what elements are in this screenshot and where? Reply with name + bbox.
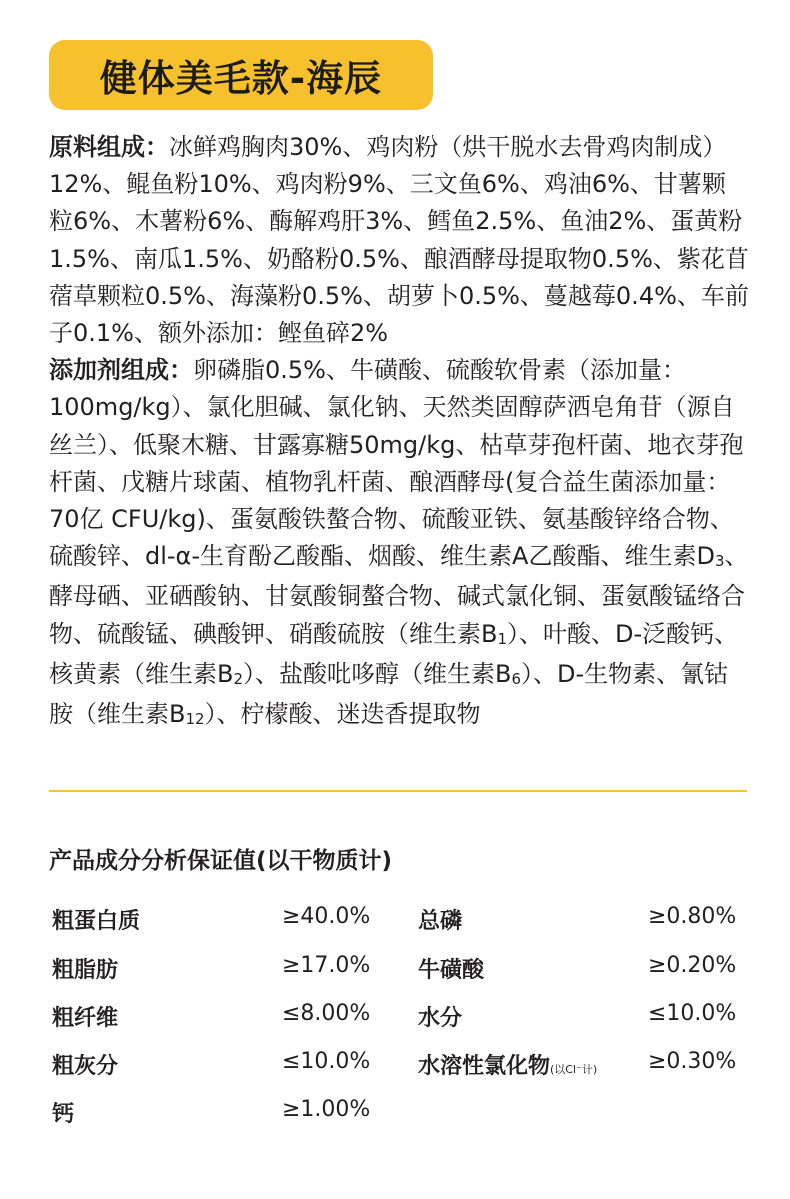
nutrient-value: ≥0.80% — [648, 904, 737, 929]
nutrient-name: 粗纤维 — [52, 1006, 119, 1031]
additives — [49, 352, 749, 736]
sub-b1: 1 — [497, 629, 508, 648]
section-divider — [49, 790, 747, 792]
sub-b6: 6 — [511, 669, 522, 688]
nutrient-name: 钙 — [52, 1102, 75, 1127]
nutrient-value: ≥0.30% — [648, 1049, 737, 1074]
nutrient-name: 粗灰分 — [52, 1054, 119, 1079]
raw-materials-text: 冰鲜鸡胸肉30%、鸡肉粉（烘干脱水去骨鸡肉制成）12%、鲲鱼粉10%、鸡肉粉9%、三文鱼6%、鸡油6%、甘薯颗粒6%、木薯粉6%、酶解鸡肝3%、鳕鱼2.5%、鱼油2%、蛋黄粉1.5%、南瓜1.5%、奶酪粉0.5%、酿酒酵母提取物0.5%、紫花苜蓿草颗粒0.5%、海藻粉0.5%、胡萝卜0.5%、蔓越莓0.4%、车前子0.1%、额外添加：鲣鱼碎2% — [49, 133, 749, 348]
nutrient-value: ≥1.00% — [282, 1097, 371, 1122]
ingredient-list — [49, 129, 749, 736]
nutrient-name: 牛磺酸 — [418, 958, 485, 983]
sub-b2: 2 — [233, 669, 244, 688]
product-title: 健体美毛款-海辰 — [99, 57, 383, 100]
additives-text-c: ）、叶酸、D-泛酸钙、核黄素（维生素B — [49, 619, 739, 688]
nutrient-name: 粗蛋白质 — [52, 909, 141, 934]
title-badge — [49, 40, 433, 110]
raw-materials — [49, 129, 749, 352]
nutrient-value: ≤8.00% — [282, 1001, 371, 1026]
nutrient-name: 水分 — [418, 1006, 463, 1031]
nutrient-value: ≥40.0% — [282, 904, 371, 929]
nutrient-name: 总磷 — [418, 909, 463, 934]
nutrient-name: 水溶性氯化物 — [418, 1054, 551, 1079]
additives-text-b: 、酵母硒、亚硒酸钠、甘氨酸铜螯合物、碱式氯化铜、蛋氨酸锰络合物、硫酸锰、碘酸钾、硝酸硫胺（维生素B — [49, 542, 749, 648]
nutrient-value: ≥17.0% — [282, 953, 371, 978]
nutrient-name: 粗脂肪 — [52, 958, 119, 983]
nutrient-value: ≤10.0% — [282, 1049, 371, 1074]
nutrient-value: ≥0.20% — [648, 953, 737, 978]
additives-text-a: 卵磷脂0.5%、牛磺酸、硫酸软骨素（添加量：100mg/kg）、氯化胆碱、氯化钠、天然类固醇萨洒皂角苷（源自丝兰）、低聚木糖、甘露寡糖50mg/kg、枯草芽孢杆菌、地衣芽孢杆菌、戊糖片球菌、植物乳杆菌、酿酒酵母(复合益生菌添加量：70亿 CFU/kg)、蛋氨酸铁螯合物、硫酸亚铁、氨基酸锌络合物、硫酸锌、dl-α-生育酚乙酸酯、烟酸、维生素A乙酸酯、维生素D — [49, 356, 744, 571]
additives-text-e: ）、D-生物素、氰钴胺（维生素B — [49, 659, 729, 729]
additives-label: 添加剂组成： — [49, 356, 193, 385]
additives-text-f: ）、柠檬酸、迷迭香提取物 — [204, 700, 481, 729]
raw-materials-label: 原料组成： — [49, 133, 169, 161]
nutrient-value: ≤10.0% — [648, 1001, 737, 1026]
sub-b12: 12 — [185, 710, 205, 729]
additives-text-d: ）、盐酸吡哆醇（维生素B — [243, 659, 512, 688]
nutrient-unit-note: (以Cl⁻计) — [550, 1063, 598, 1076]
nutrient-name-with-unit — [418, 1049, 597, 1080]
analysis-title: 产品成分分析保证值(以干物质计) — [49, 848, 393, 874]
sub-d3: 3 — [714, 552, 725, 571]
